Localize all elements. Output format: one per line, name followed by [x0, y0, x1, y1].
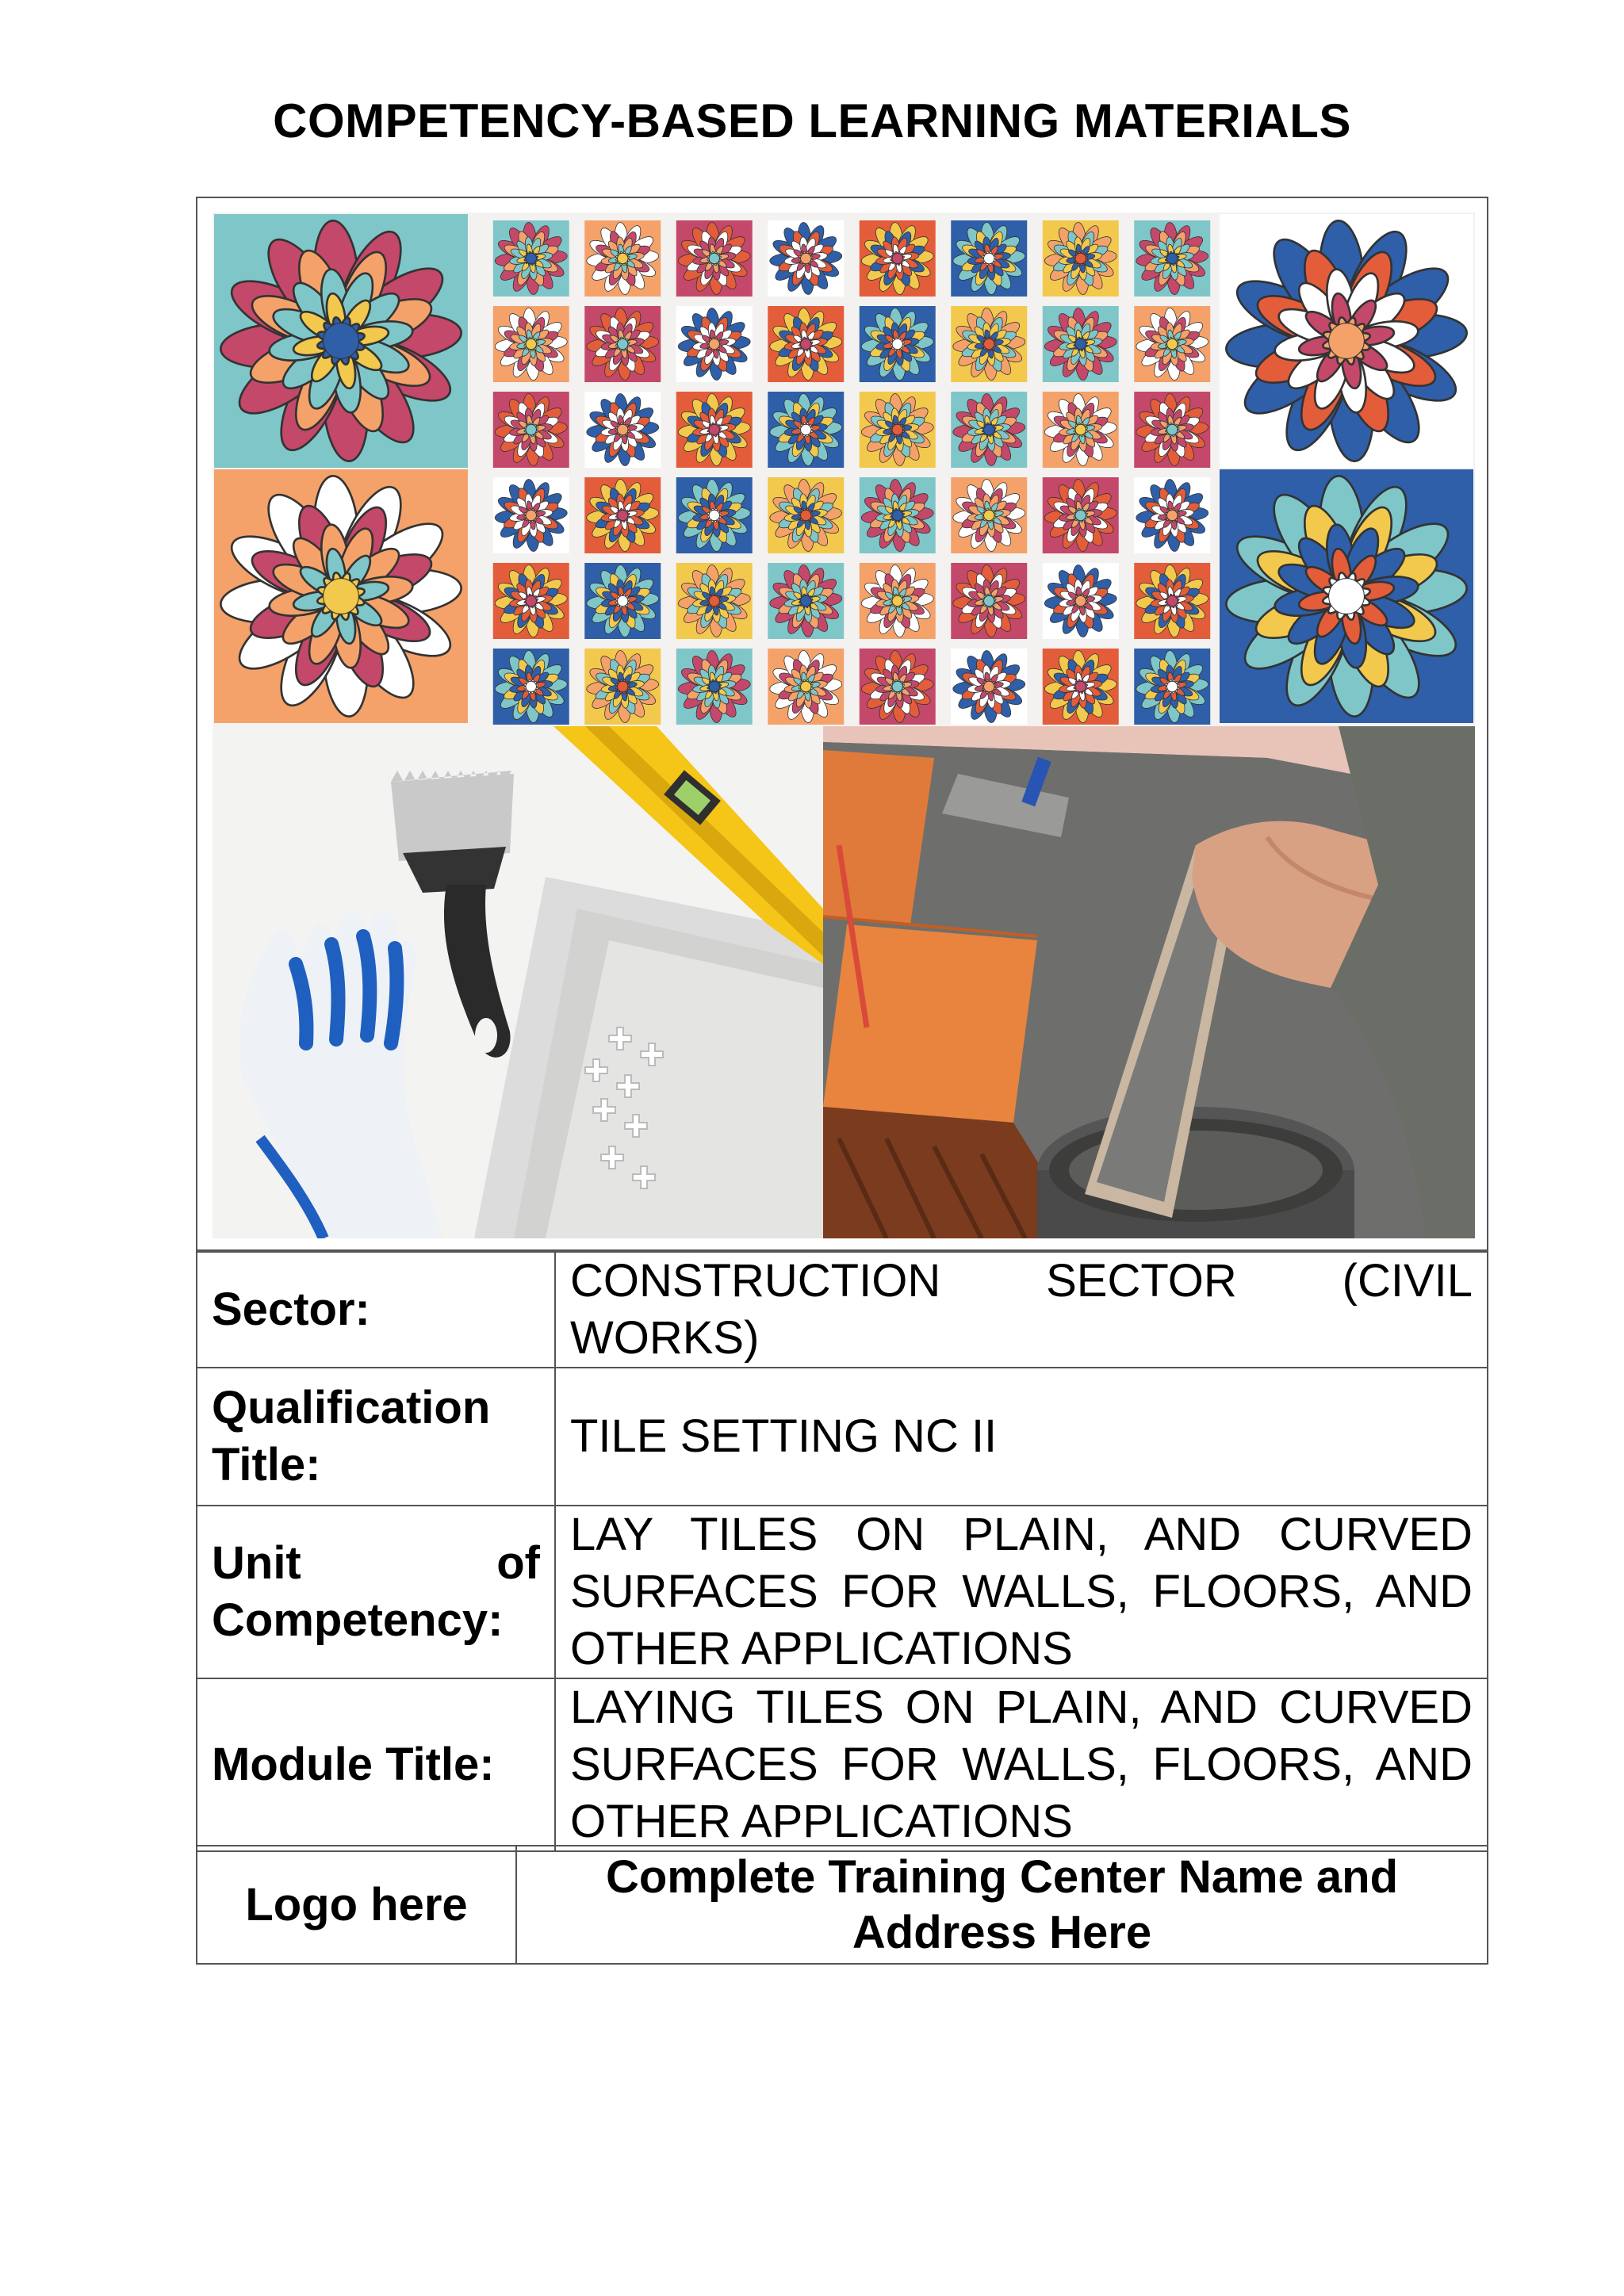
table-row	[197, 1678, 1488, 1851]
unit-of-competency-value: LAY TILES ON PLAIN, AND CURVED SURFACES FOR WALLS, FLOORS, AND OTHER APPLICATIONS	[555, 1506, 1488, 1678]
mortar-application-photo	[823, 726, 1475, 1238]
of-label-word: of	[496, 1537, 540, 1589]
cover-image-frame	[196, 197, 1488, 1251]
training-center-info: Complete Training Center Name and Address Here	[516, 1846, 1488, 1964]
unit-label-word: Unit	[212, 1537, 301, 1589]
table-row	[197, 1506, 1488, 1678]
footer-table	[196, 1845, 1488, 1965]
qualification-title-label: Qualification Title:	[197, 1368, 555, 1506]
logo-placeholder: Logo here	[197, 1846, 516, 1964]
module-title-label: Module Title:	[197, 1678, 555, 1851]
sector-value: CONSTRUCTION SECTOR (CIVIL WORKS)	[555, 1252, 1488, 1368]
module-info-table	[196, 1251, 1488, 1852]
table-row	[197, 1846, 1488, 1964]
unit-of-competency-label	[197, 1506, 555, 1678]
mandala-tile-mosaic-image	[213, 212, 1475, 726]
module-title-value: LAYING TILES ON PLAIN, AND CURVED SURFACES FOR WALLS, FLOORS, AND OTHER APPLICATIONS	[555, 1678, 1488, 1851]
tiling-photos	[213, 726, 1475, 1238]
table-row	[197, 1368, 1488, 1506]
competency-label-word: Competency:	[212, 1594, 504, 1646]
table-row	[197, 1252, 1488, 1368]
document-title: COMPETENCY-BASED LEARNING MATERIALS	[273, 94, 1351, 147]
sector-label: Sector:	[197, 1252, 555, 1368]
qualification-title-value: TILE SETTING NC II	[555, 1368, 1488, 1506]
tiling-tools-photo	[213, 726, 823, 1238]
